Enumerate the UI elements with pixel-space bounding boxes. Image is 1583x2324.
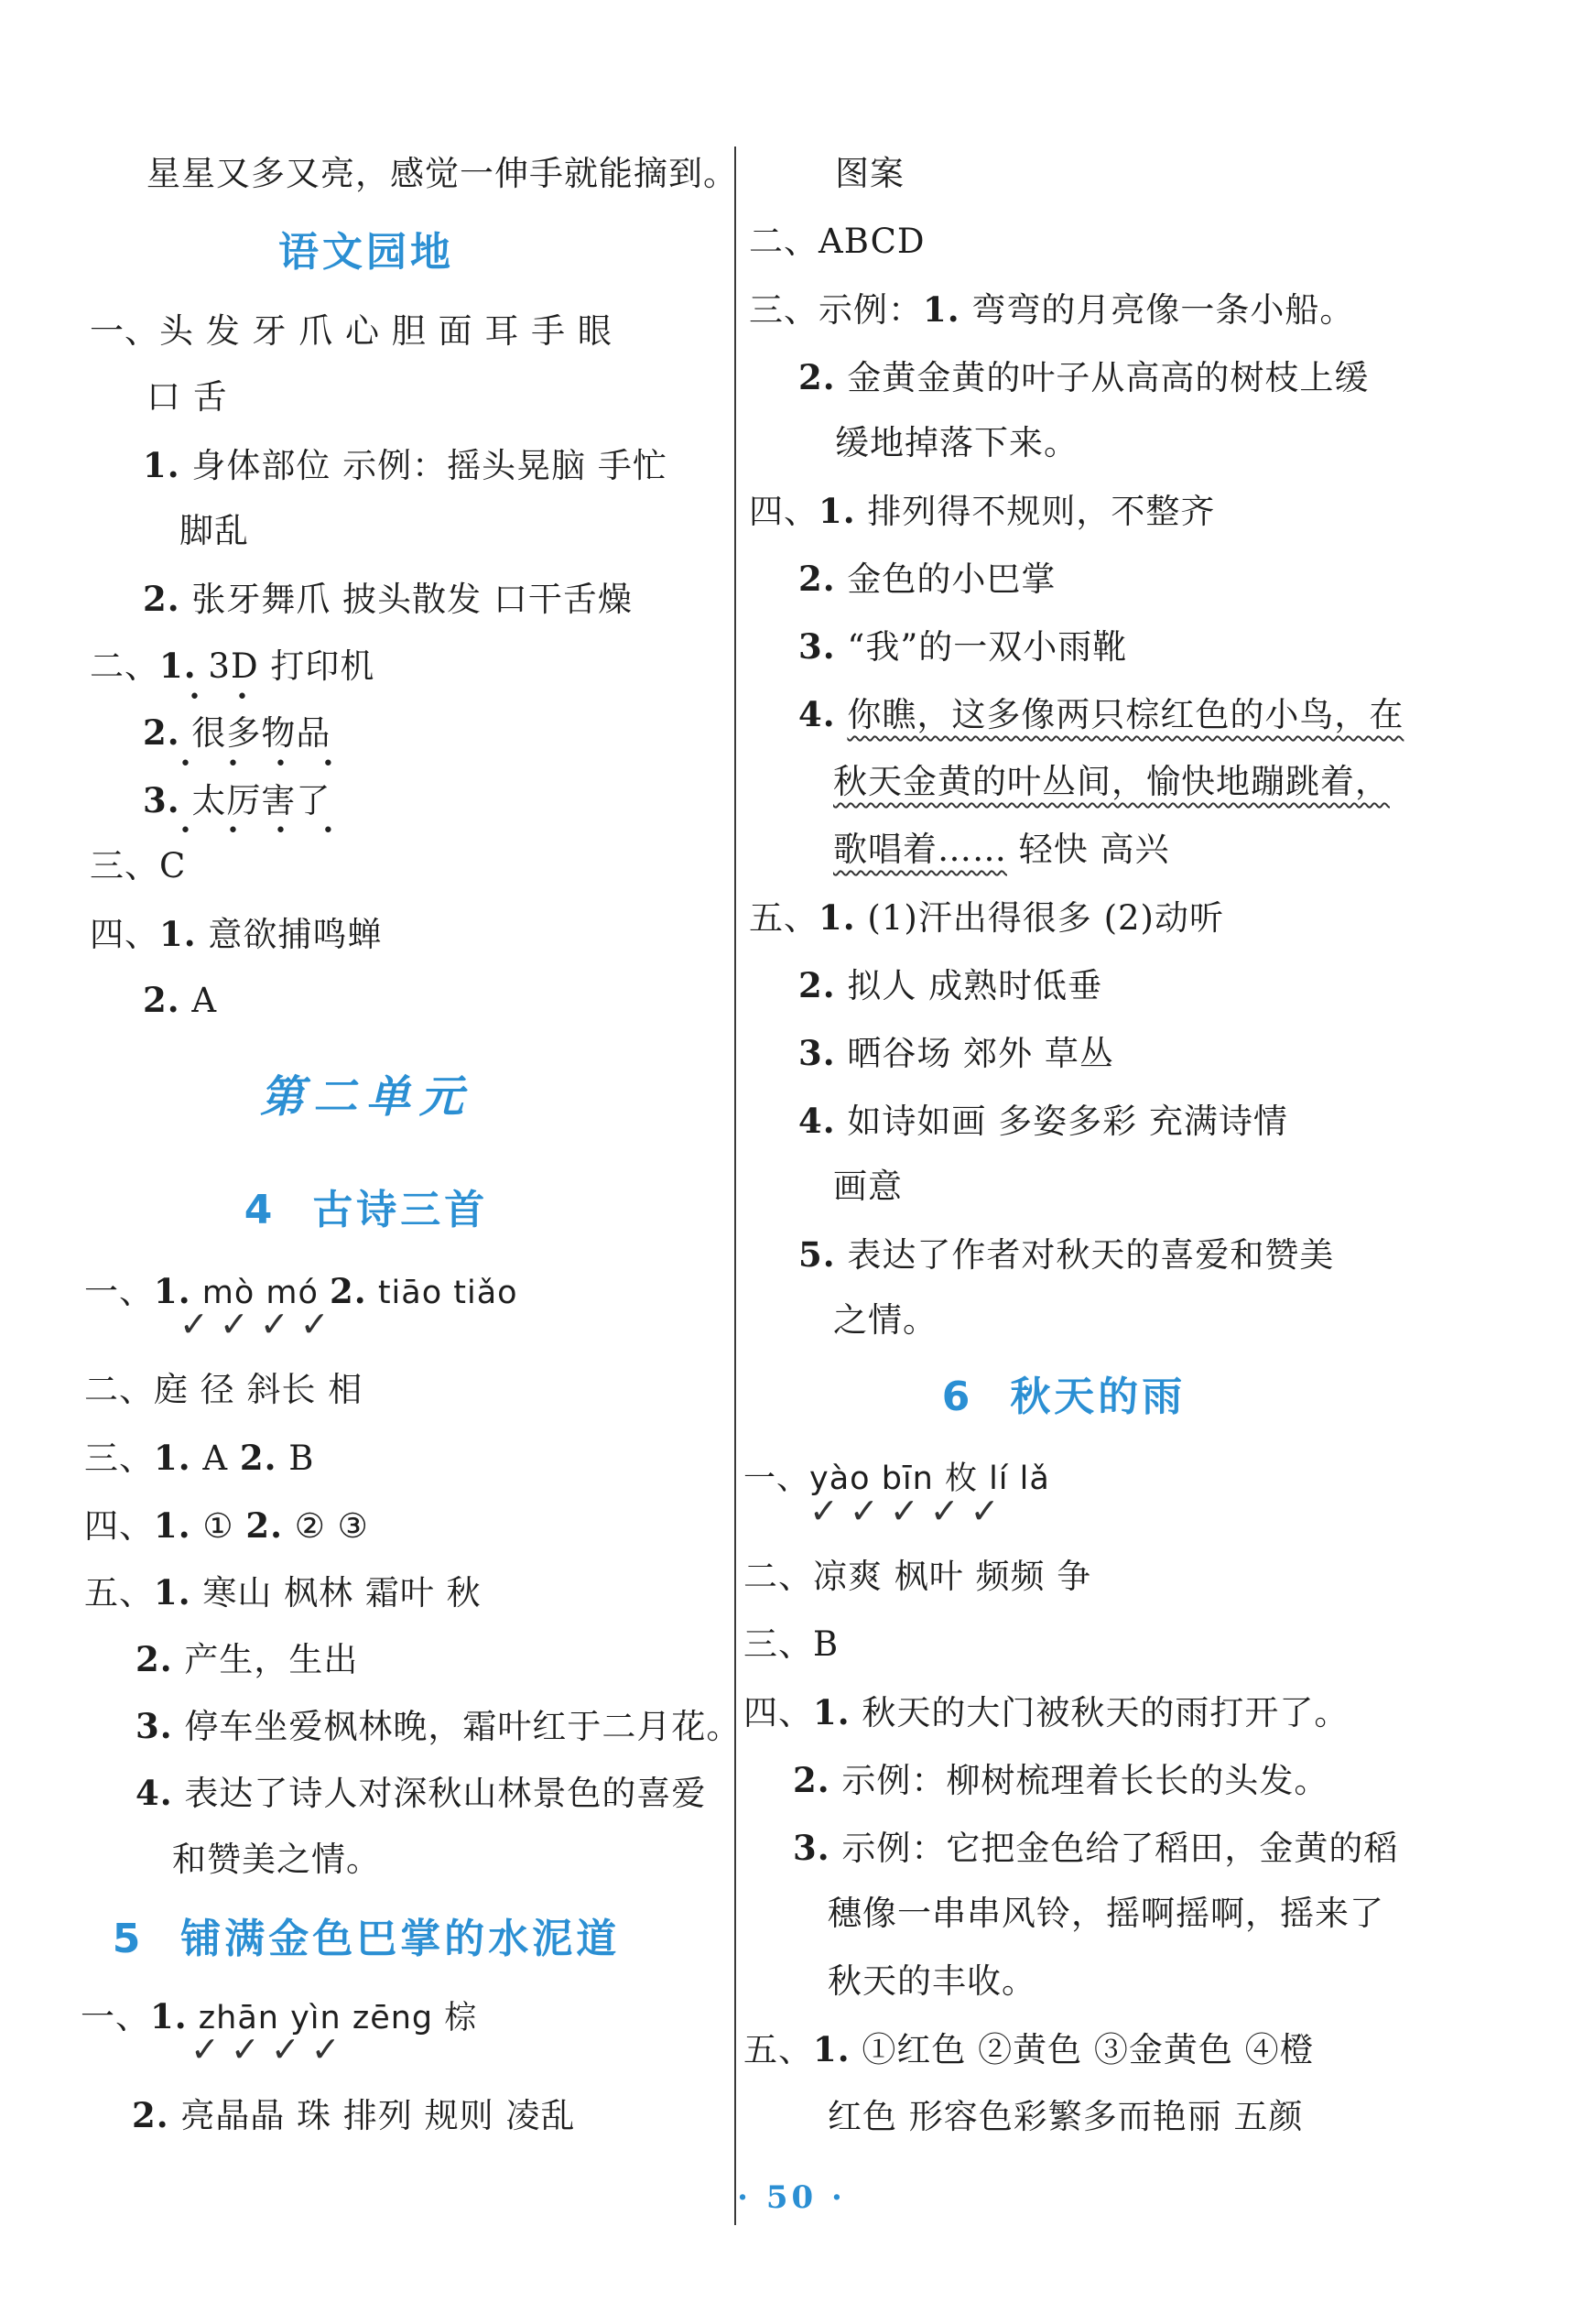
answer-line: 五、1. 寒山 枫林 霜叶 秋 bbox=[84, 1572, 482, 1613]
answer-line: 1. 身体部位 示例：摇头晃脑 手忙 bbox=[143, 445, 667, 485]
lesson-heading-5: 5 铺满金色巴掌的水泥道 bbox=[112, 1916, 621, 1962]
answer-line: 二、1. 3D 打印机 bbox=[90, 646, 375, 686]
answer-line: 图案 bbox=[835, 154, 905, 193]
tick-marks: ✓ ✓ ✓ ✓ bbox=[190, 2029, 341, 2069]
column-divider bbox=[734, 147, 736, 2225]
answer-line: 3. “我”的一双小雨靴 bbox=[798, 626, 1128, 667]
answer-line: 四、1. 排列得不规则，不整齐 bbox=[749, 491, 1216, 531]
answer-line: 3. 晒谷场 郊外 草丛 bbox=[798, 1033, 1114, 1073]
answer-line: 3. 示例：它把金色给了稻田，金黄的稻 bbox=[793, 1828, 1399, 1868]
right-column bbox=[743, 0, 1583, 2324]
answer-line: 2. 金色的小巴掌 bbox=[798, 559, 1057, 599]
answer-line: 四、1. ① 2. ② ③ bbox=[84, 1505, 369, 1546]
answer-line: 一、1. zhān yìn zēng 棕 bbox=[81, 1996, 478, 2036]
answer-line: 4. 表达了诗人对深秋山林景色的喜爱 bbox=[136, 1773, 707, 1813]
answer-line: 口 舌 bbox=[146, 377, 228, 417]
answer-line: 之情。 bbox=[833, 1300, 938, 1340]
answer-line: 画意 bbox=[833, 1167, 903, 1206]
answer-line: 3. 太厉害了 bbox=[143, 780, 331, 820]
answer-line: 2. 产生，生出 bbox=[136, 1639, 359, 1679]
emphasis-dots: • • • • bbox=[179, 753, 349, 776]
emphasis-dots: • • bbox=[189, 686, 263, 709]
answer-line: 秋天的丰收。 bbox=[828, 1961, 1036, 2001]
answer-line: 五、1. ①红色 ②黄色 ③金黄色 ④橙 bbox=[743, 2029, 1315, 2069]
answer-line: 一、头 发 牙 爪 心 胆 面 耳 手 眼 bbox=[90, 311, 613, 351]
answer-line: 穗像一串串风铃，摇啊摇啊，摇来了 bbox=[828, 1894, 1384, 1933]
answer-line: 2. 张牙舞爪 披头散发 口干舌燥 bbox=[143, 579, 633, 619]
answer-line: 二、庭 径 斜长 相 bbox=[84, 1370, 363, 1409]
answer-line: 2. 示例：柳树梳理着长长的头发。 bbox=[793, 1760, 1329, 1800]
answer-line: 4. 你瞧，这多像两只棕红色的小鸟，在 bbox=[798, 694, 1404, 734]
emphasis-dots: • • • • bbox=[179, 820, 349, 842]
answer-line: 五、1. (1)汗出得很多 (2)动听 bbox=[749, 897, 1224, 938]
answer-line: 4. 如诗如画 多姿多彩 充满诗情 bbox=[798, 1101, 1288, 1141]
answer-line: 二、凉爽 枫叶 频频 争 bbox=[743, 1557, 1092, 1596]
answer-line: 三、1. A 2. B bbox=[84, 1438, 315, 1478]
unit-heading: 第二单元 bbox=[259, 1071, 472, 1123]
answer-line: 和赞美之情。 bbox=[172, 1840, 381, 1879]
answer-line: 2. 亮晶晶 珠 排列 规则 凌乱 bbox=[132, 2095, 576, 2135]
tick-marks: ✓ ✓ ✓ ✓ ✓ bbox=[809, 1491, 1000, 1531]
answer-line: 2. 拟人 成熟时低垂 bbox=[798, 965, 1103, 1005]
answer-line: 2. A bbox=[143, 980, 218, 1020]
answer-line: 三、示例：1. 弯弯的月亮像一条小船。 bbox=[749, 289, 1355, 330]
answer-line: 四、1. 秋天的大门被秋天的雨打开了。 bbox=[743, 1692, 1350, 1732]
page-number: · 50 · bbox=[737, 2179, 846, 2216]
answer-line: 四、1. 意欲捕鸣蝉 bbox=[90, 914, 383, 954]
answer-line: 5. 表达了作者对秋天的喜爱和赞美 bbox=[798, 1234, 1335, 1275]
answer-line: 歌唱着…… 轻快 高兴 bbox=[833, 830, 1170, 869]
answer-line: 二、ABCD bbox=[749, 222, 926, 261]
lesson-heading-6: 6 秋天的雨 bbox=[941, 1374, 1187, 1420]
answer-line: 红色 形容色彩繁多而艳丽 五颜 bbox=[828, 2097, 1304, 2136]
answer-line: 一、1. mò mó 2. tiāo tiǎo bbox=[84, 1271, 518, 1311]
answer-line: 缓地掉落下来。 bbox=[835, 423, 1079, 462]
answer-line: 星星又多又亮，感觉一伸手就能摘到。 bbox=[146, 154, 738, 193]
answer-line: 脚乱 bbox=[179, 511, 249, 550]
answer-line: 3. 停车坐爱枫林晚，霜叶红于二月花。 bbox=[136, 1706, 742, 1746]
lesson-heading-4: 4 古诗三首 bbox=[244, 1187, 489, 1233]
answer-line: 秋天金黄的叶丛间，愉快地蹦跳着， bbox=[833, 762, 1390, 801]
answer-line: 一、yào bīn 枚 lí lǎ bbox=[743, 1461, 1050, 1497]
answer-line: 三、C bbox=[90, 846, 187, 885]
tick-marks: ✓ ✓ ✓ ✓ bbox=[179, 1304, 330, 1344]
answer-line: 2. 金黄金黄的叶子从高高的树枝上缓 bbox=[798, 357, 1370, 397]
answer-line: 2. 很多物品 bbox=[143, 712, 331, 753]
left-column bbox=[0, 0, 742, 2324]
answer-line: 三、B bbox=[743, 1624, 840, 1664]
section-heading-yuwen-yuandi: 语文园地 bbox=[278, 229, 454, 276]
